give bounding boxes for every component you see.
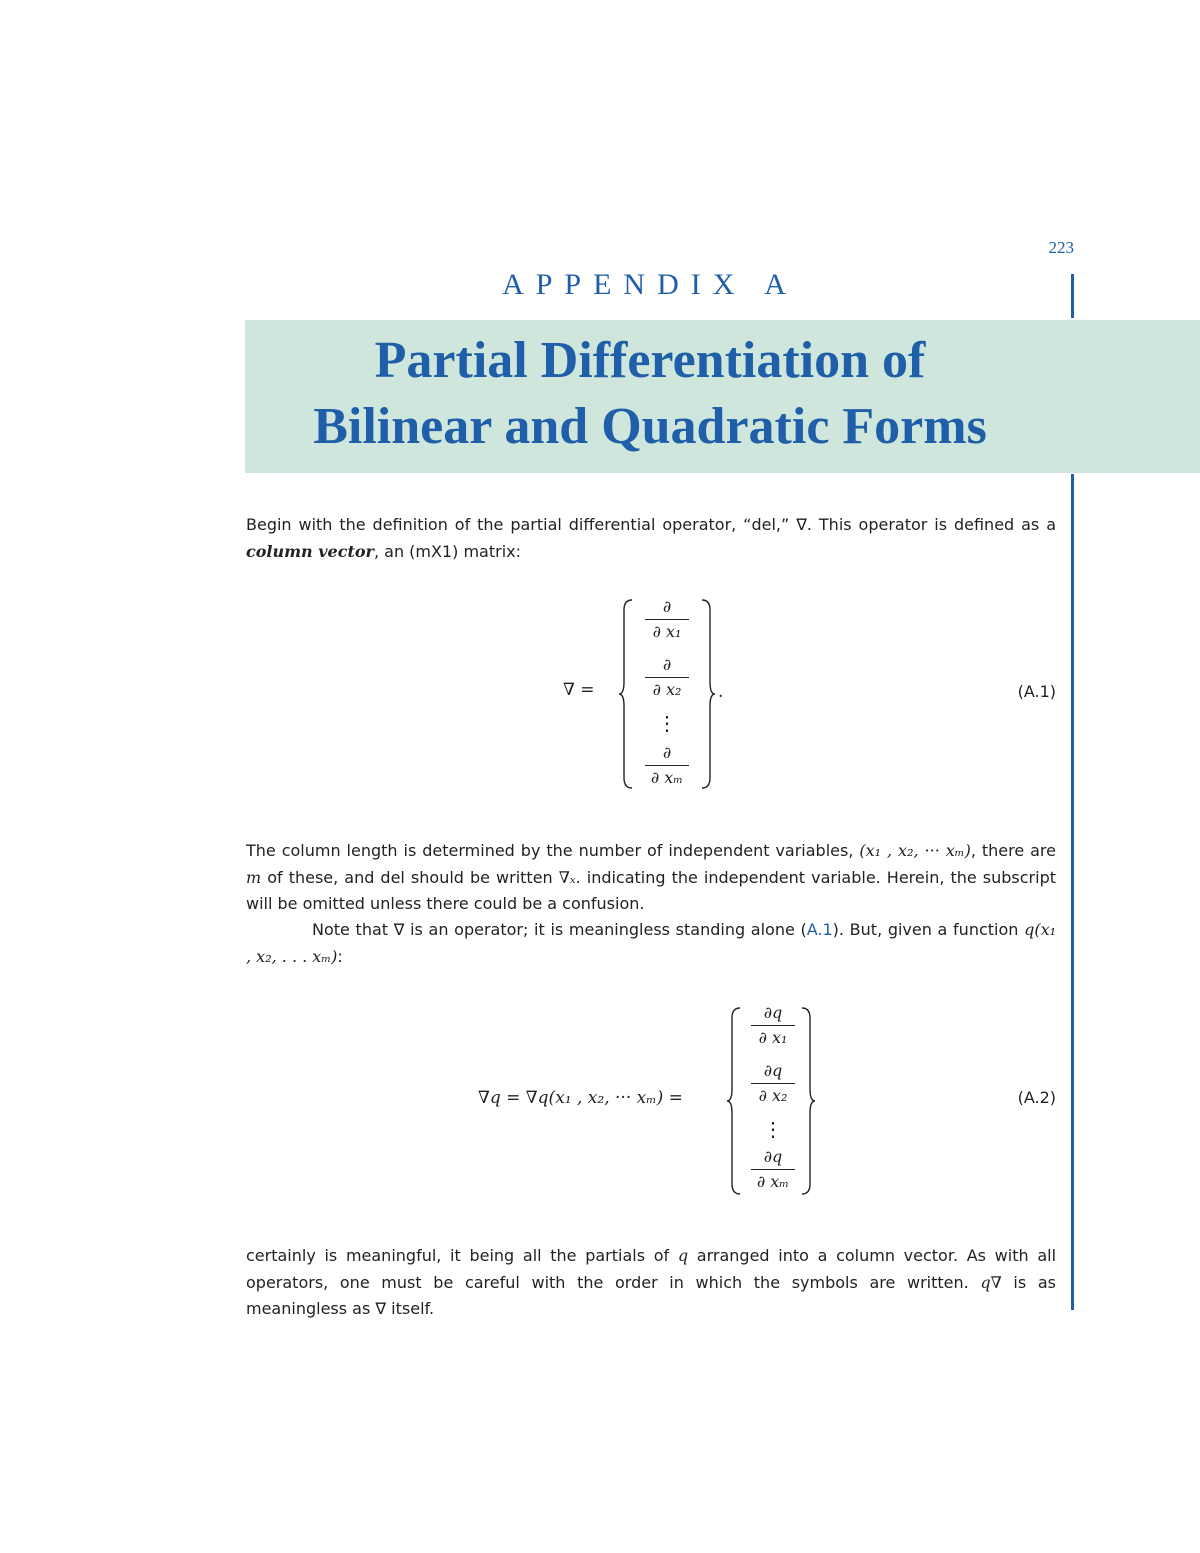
eq2-den-1: ∂ x₁	[758, 1028, 788, 1047]
eq1-trailing-period: .	[718, 682, 724, 702]
paragraph-4	[246, 1243, 1056, 1323]
eq2-num-2: ∂q	[763, 1061, 783, 1080]
eq2-vdots: ⋮	[763, 1117, 783, 1141]
intro-emphasis: column vector	[246, 541, 374, 561]
paragraph-2	[246, 838, 1056, 918]
eq1-num-1: ∂	[662, 597, 672, 616]
eq2-den-2: ∂ x₂	[758, 1086, 788, 1105]
para3-text-c: :	[337, 946, 343, 966]
para4-text-b: arranged into a column vector. As with all operators, one must be careful with the order in which the symbols are written.	[246, 1246, 1057, 1292]
para2-text-c: of these, and del should be written	[261, 867, 559, 887]
eq1-entry-1	[637, 596, 697, 643]
para2-delx: ∇ₓ	[558, 867, 576, 887]
eq2-num-1: ∂q	[763, 1003, 783, 1022]
para4-text-a: certainly is meaningful, it being all the partials of	[246, 1246, 678, 1265]
intro-text-b: , an (mX1) matrix:	[373, 541, 522, 561]
fraction-bar	[645, 765, 689, 766]
para2-vars: (x₁ , x₂, ··· xₘ)	[859, 841, 971, 860]
appendix-label: APPENDIX A	[502, 268, 798, 301]
eq2-den-m: ∂ xₘ	[756, 1172, 790, 1191]
chapter-title	[245, 328, 1055, 460]
eq1-num-m: ∂	[662, 743, 672, 762]
title-line-2: Bilinear and Quadratic Forms	[313, 398, 987, 455]
fraction-bar	[751, 1083, 795, 1084]
para2-m: m	[246, 867, 262, 887]
intro-paragraph	[246, 512, 1056, 565]
eq1-den-1: ∂ x₁	[652, 622, 682, 641]
para2-text-a: The column length is determined by the number of independent variables,	[246, 841, 860, 860]
eq1-left-brace	[618, 598, 634, 790]
fraction-bar	[645, 677, 689, 678]
eq2-number: (A.2)	[1017, 1088, 1056, 1107]
title-line-1: Partial Differentiation of	[374, 332, 926, 389]
para3-text-a: Note that ∇ is an operator; it is meaningless standing alone (	[312, 920, 807, 939]
para4-q: q	[677, 1246, 689, 1265]
eq1-num-2: ∂	[662, 655, 672, 674]
eq2-entry-m	[743, 1146, 803, 1193]
fraction-bar	[645, 619, 689, 620]
intro-text-a: Begin with the definition of the partial differential operator, “del,” ∇. This operator is defined as a	[246, 515, 1056, 534]
eq1-entry-2	[637, 654, 697, 701]
eq1-den-m: ∂ xₘ	[650, 768, 684, 787]
eq1-entry-m	[637, 742, 697, 789]
para3-text-b: ). But, given a function	[832, 920, 1025, 939]
eq1-number: (A.1)	[1017, 682, 1056, 701]
para2-text-b: , there are	[970, 841, 1057, 860]
para4-qdel: q∇	[980, 1272, 1002, 1292]
fraction-bar	[751, 1169, 795, 1170]
eq2-entry-1	[743, 1002, 803, 1049]
eq1-den-2: ∂ x₂	[652, 680, 682, 699]
paragraph-3	[246, 917, 1056, 970]
eq2-num-m: ∂q	[763, 1147, 783, 1166]
para2-text-d: . indicating the independent variable. Herein, the subscript will be omitted unless there could be a confusion.	[246, 867, 1057, 913]
eq1-vdots: ⋮	[657, 711, 677, 735]
fraction-bar	[751, 1025, 795, 1026]
eq2-left-brace	[726, 1006, 742, 1196]
eq2-entry-2	[743, 1060, 803, 1107]
margin-rule-top	[1071, 274, 1074, 318]
eq1-lhs: ∇ =	[563, 680, 595, 700]
margin-rule-main	[1071, 474, 1074, 1310]
eq2-lhs: ∇q = ∇q(x₁ , x₂, ··· xₘ) =	[478, 1088, 683, 1108]
equation-reference-link[interactable]: A.1	[806, 920, 833, 939]
page-number: 223	[1048, 238, 1074, 257]
para3-func: q(x₁ , x₂, . . . xₘ)	[246, 920, 1056, 966]
eq1-right-brace	[700, 598, 716, 790]
para4-text-c: is as meaningless as ∇ itself.	[246, 1272, 1056, 1318]
